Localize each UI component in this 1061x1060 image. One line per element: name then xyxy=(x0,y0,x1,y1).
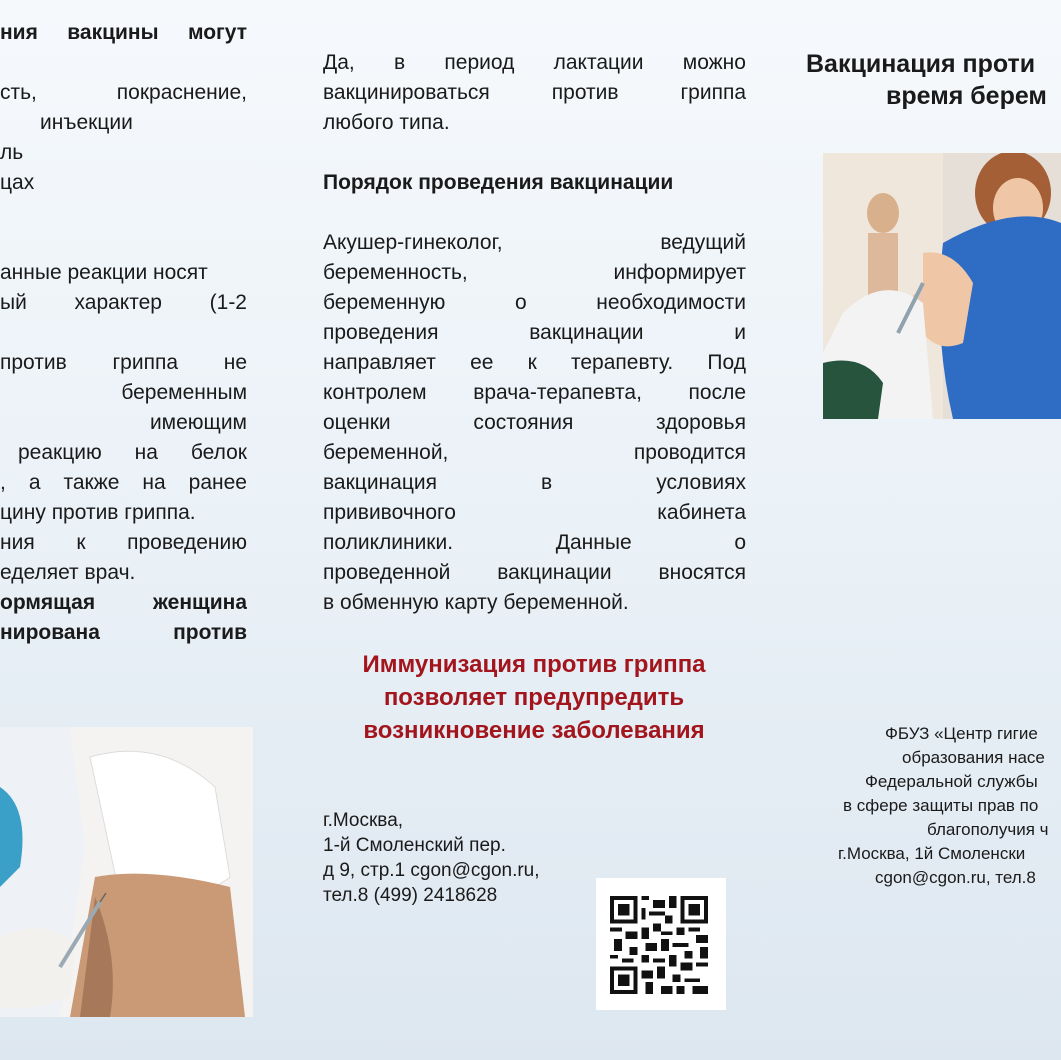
pregnant-woman-photo-illustration xyxy=(823,153,1061,419)
mid-line: беременной, проводится xyxy=(323,441,746,464)
left-column xyxy=(0,18,247,648)
mid-line: вакцинироваться против гриппа xyxy=(323,81,746,104)
left-line: против гриппа не xyxy=(0,351,247,374)
qr-code[interactable] xyxy=(596,878,726,1010)
organization-info xyxy=(830,722,1061,890)
org-line: образования насе xyxy=(902,748,1045,767)
org-line: в сфере защиты прав по xyxy=(843,796,1039,815)
title-line: время берем xyxy=(886,82,1047,110)
vaccination-photo xyxy=(0,727,253,1017)
left-line: имеющим xyxy=(149,411,247,434)
mid-line: поликлиники. Данные о xyxy=(323,531,746,554)
org-line: Федеральной службы xyxy=(865,772,1038,791)
left-line: цах xyxy=(0,171,35,194)
slogan-line: возникновение заболевания xyxy=(363,717,705,744)
address-line: д 9, стр.1 cgon@cgon.ru, xyxy=(323,860,540,881)
address-line: г.Москва, xyxy=(323,810,404,831)
mid-line: Да, в период лактации можно xyxy=(323,51,746,74)
left-line: инъекции xyxy=(40,111,133,134)
mid-line: контролем врача-терапевта, после xyxy=(323,381,746,404)
address-line: 1-й Смоленский пер. xyxy=(323,835,506,856)
slogan-line: Иммунизация против гриппа xyxy=(362,651,706,678)
leaflet-title xyxy=(806,48,1061,112)
left-line: еделяет врач. xyxy=(0,561,136,584)
left-line: сть, покраснение, xyxy=(0,81,247,104)
address-block xyxy=(323,808,540,908)
left-line: ль xyxy=(0,141,24,164)
mid-line: прививочного кабинета xyxy=(323,501,746,524)
mid-line: проведения вакцинации и xyxy=(323,321,746,344)
left-line: анные реакции носят xyxy=(0,261,208,284)
mid-line: любого типа. xyxy=(323,111,450,134)
org-line: cgon@cgon.ru, тел.8 xyxy=(875,868,1036,887)
left-line: , а также на ранее xyxy=(0,471,247,494)
org-line: ФБУЗ «Центр гигие xyxy=(885,724,1038,743)
mid-line: Акушер-гинеколог, ведущий xyxy=(323,231,746,254)
vaccination-photo-illustration xyxy=(0,727,253,1017)
section-heading: Порядок проведения вакцинации xyxy=(323,171,674,194)
left-line: реакцию на белок xyxy=(18,441,247,464)
mid-line: в обменную карту беременной. xyxy=(323,591,629,614)
middle-column xyxy=(323,48,746,618)
pregnant-woman-photo xyxy=(823,153,1061,419)
mid-line: направляет ее к терапевту. Под xyxy=(323,351,746,374)
slogan-line: позволяет предупредить xyxy=(383,684,685,711)
left-line: цину против гриппа. xyxy=(0,501,196,524)
left-line: беременным xyxy=(121,381,247,404)
org-line: г.Москва, 1й Смоленски xyxy=(838,844,1026,863)
mid-line: оценки состояния здоровья xyxy=(323,411,746,434)
left-line: нирована против xyxy=(0,621,247,644)
mid-line: беременность, информирует xyxy=(323,261,746,284)
left-line: ния к проведению xyxy=(0,531,247,554)
org-line: благополучия ч xyxy=(927,820,1049,839)
mid-line: беременную о необходимости xyxy=(323,291,746,314)
title-line: Вакцинация проти xyxy=(806,50,1036,78)
left-line: ния вакцины могут xyxy=(0,21,247,44)
mid-line: проведенной вакцинации вносятся xyxy=(323,561,746,584)
mid-line: вакцинация в условиях xyxy=(323,471,746,494)
address-line: тел.8 (499) 2418628 xyxy=(323,885,498,906)
left-line: ормящая женщина xyxy=(0,591,247,614)
slogan xyxy=(300,648,768,747)
qr-code-icon xyxy=(610,896,708,994)
left-line: ый характер (1-2 xyxy=(0,291,247,314)
